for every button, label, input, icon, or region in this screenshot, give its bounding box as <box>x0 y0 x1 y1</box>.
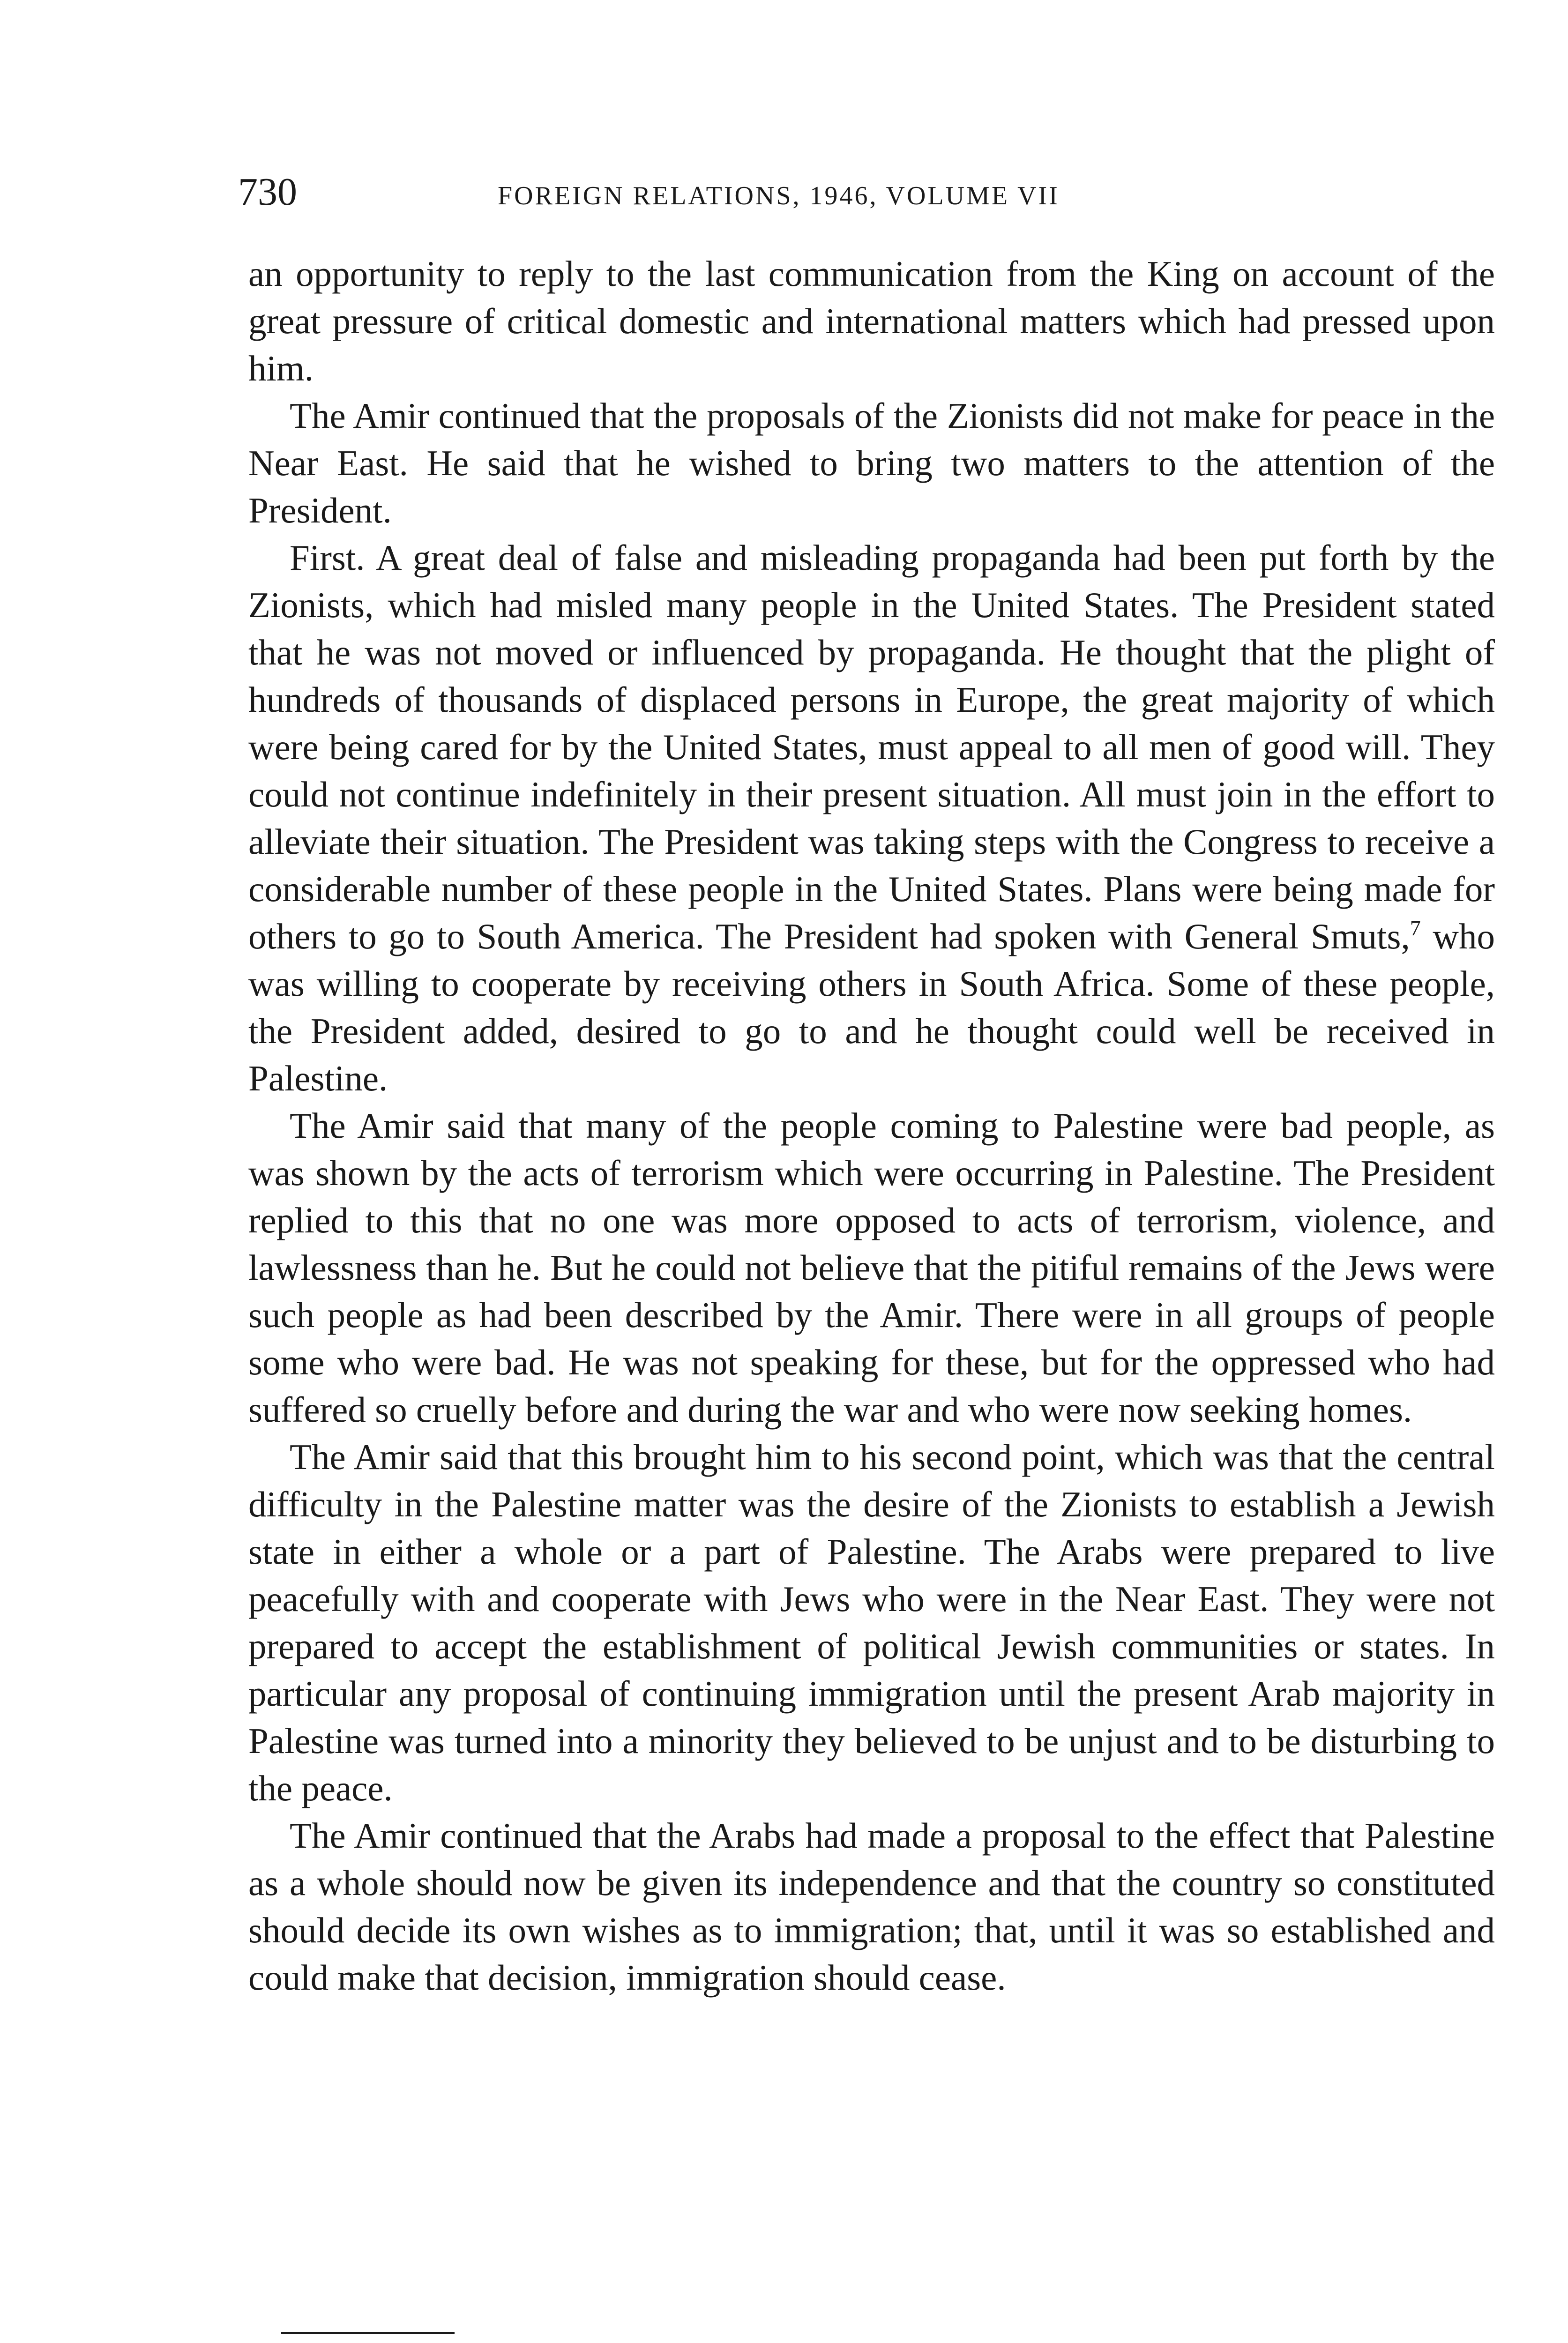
paragraph: The Amir said that this brought him to his second point, which was that the central difficulty in the Palestine matter was the desire of the Zionists to establish a Jewish state in either a whole or a part of Palestine. The Arabs were prepared to live peacefully with and cooperate with Jews who were in the Near East. They were not prepared to accept the establishment of political Jewish communities or states. In particular any proposal of continuing immigration until the present Arab majority in Palestine was turned into a minority they believed to be unjust and to be disturbing to the peace. <box>248 1437 1495 1808</box>
paragraph: The Amir continued that the Arabs had made a proposal to the effect that Palestine as a whole should now be given its independence and that the country so constituted should decide its own wishes as to immigration; that, until it was so established and could make that decision, immigration should cease. <box>248 1815 1495 1998</box>
paragraph: The Amir said that many of the people coming to Palestine were bad people, as was shown by the acts of terrorism which were occurring in Palestine. The President replied to this that no one was more opposed to acts of terrorism, violence, and lawlessness than he. But he could not believe that the pitiful remains of the Jews were such people as had been described by the Amir. There were in all groups of people some who were bad. He was not speaking for these, but for the oppressed who had suffered so cruelly before and during the war and who were now seeking homes. <box>248 1105 1495 1430</box>
footnote-reference[interactable]: 7 <box>1410 916 1421 940</box>
paragraph-continued: an opportunity to reply to the last communication from the King on account of the great pressure of critical domestic and international matters which had pressed upon him. <box>248 254 1495 388</box>
footnote-divider <box>281 2332 455 2334</box>
paragraph-text: who was willing to cooperate by receiving others in South Africa. Some of these people, the President added, desired to go to and he thought could well be received in Palestine. <box>248 916 1495 1098</box>
paragraph <box>248 534 1495 1102</box>
paragraph-text: First. A great deal of false and misleading propaganda had been put forth by the Zionists, which had misled many people in the United States. The President stated that he was not moved or influenced by propaganda. He thought that the plight of hundreds of thousands of displaced persons in Europe, the great majority of which were being cared for by the United States, must appeal to all men of good will. They could not continue indefinitely in their present situation. All must join in the effort to alleviate their situation. The President was taking steps with the Congress to receive a considerable number of these people in the United States. Plans were being made for others to go to South America. The President had spoken with General Smuts, <box>248 537 1495 956</box>
running-head: FOREIGN RELATIONS, 1946, VOLUME VII <box>498 181 1060 210</box>
paragraph: The Amir continued that the proposals of the Zionists did not make for peace in the Near East. He said that he wished to bring two matters to the attention of the President. <box>248 395 1495 530</box>
body-text <box>248 250 1495 2001</box>
page-number: 730 <box>238 170 297 214</box>
